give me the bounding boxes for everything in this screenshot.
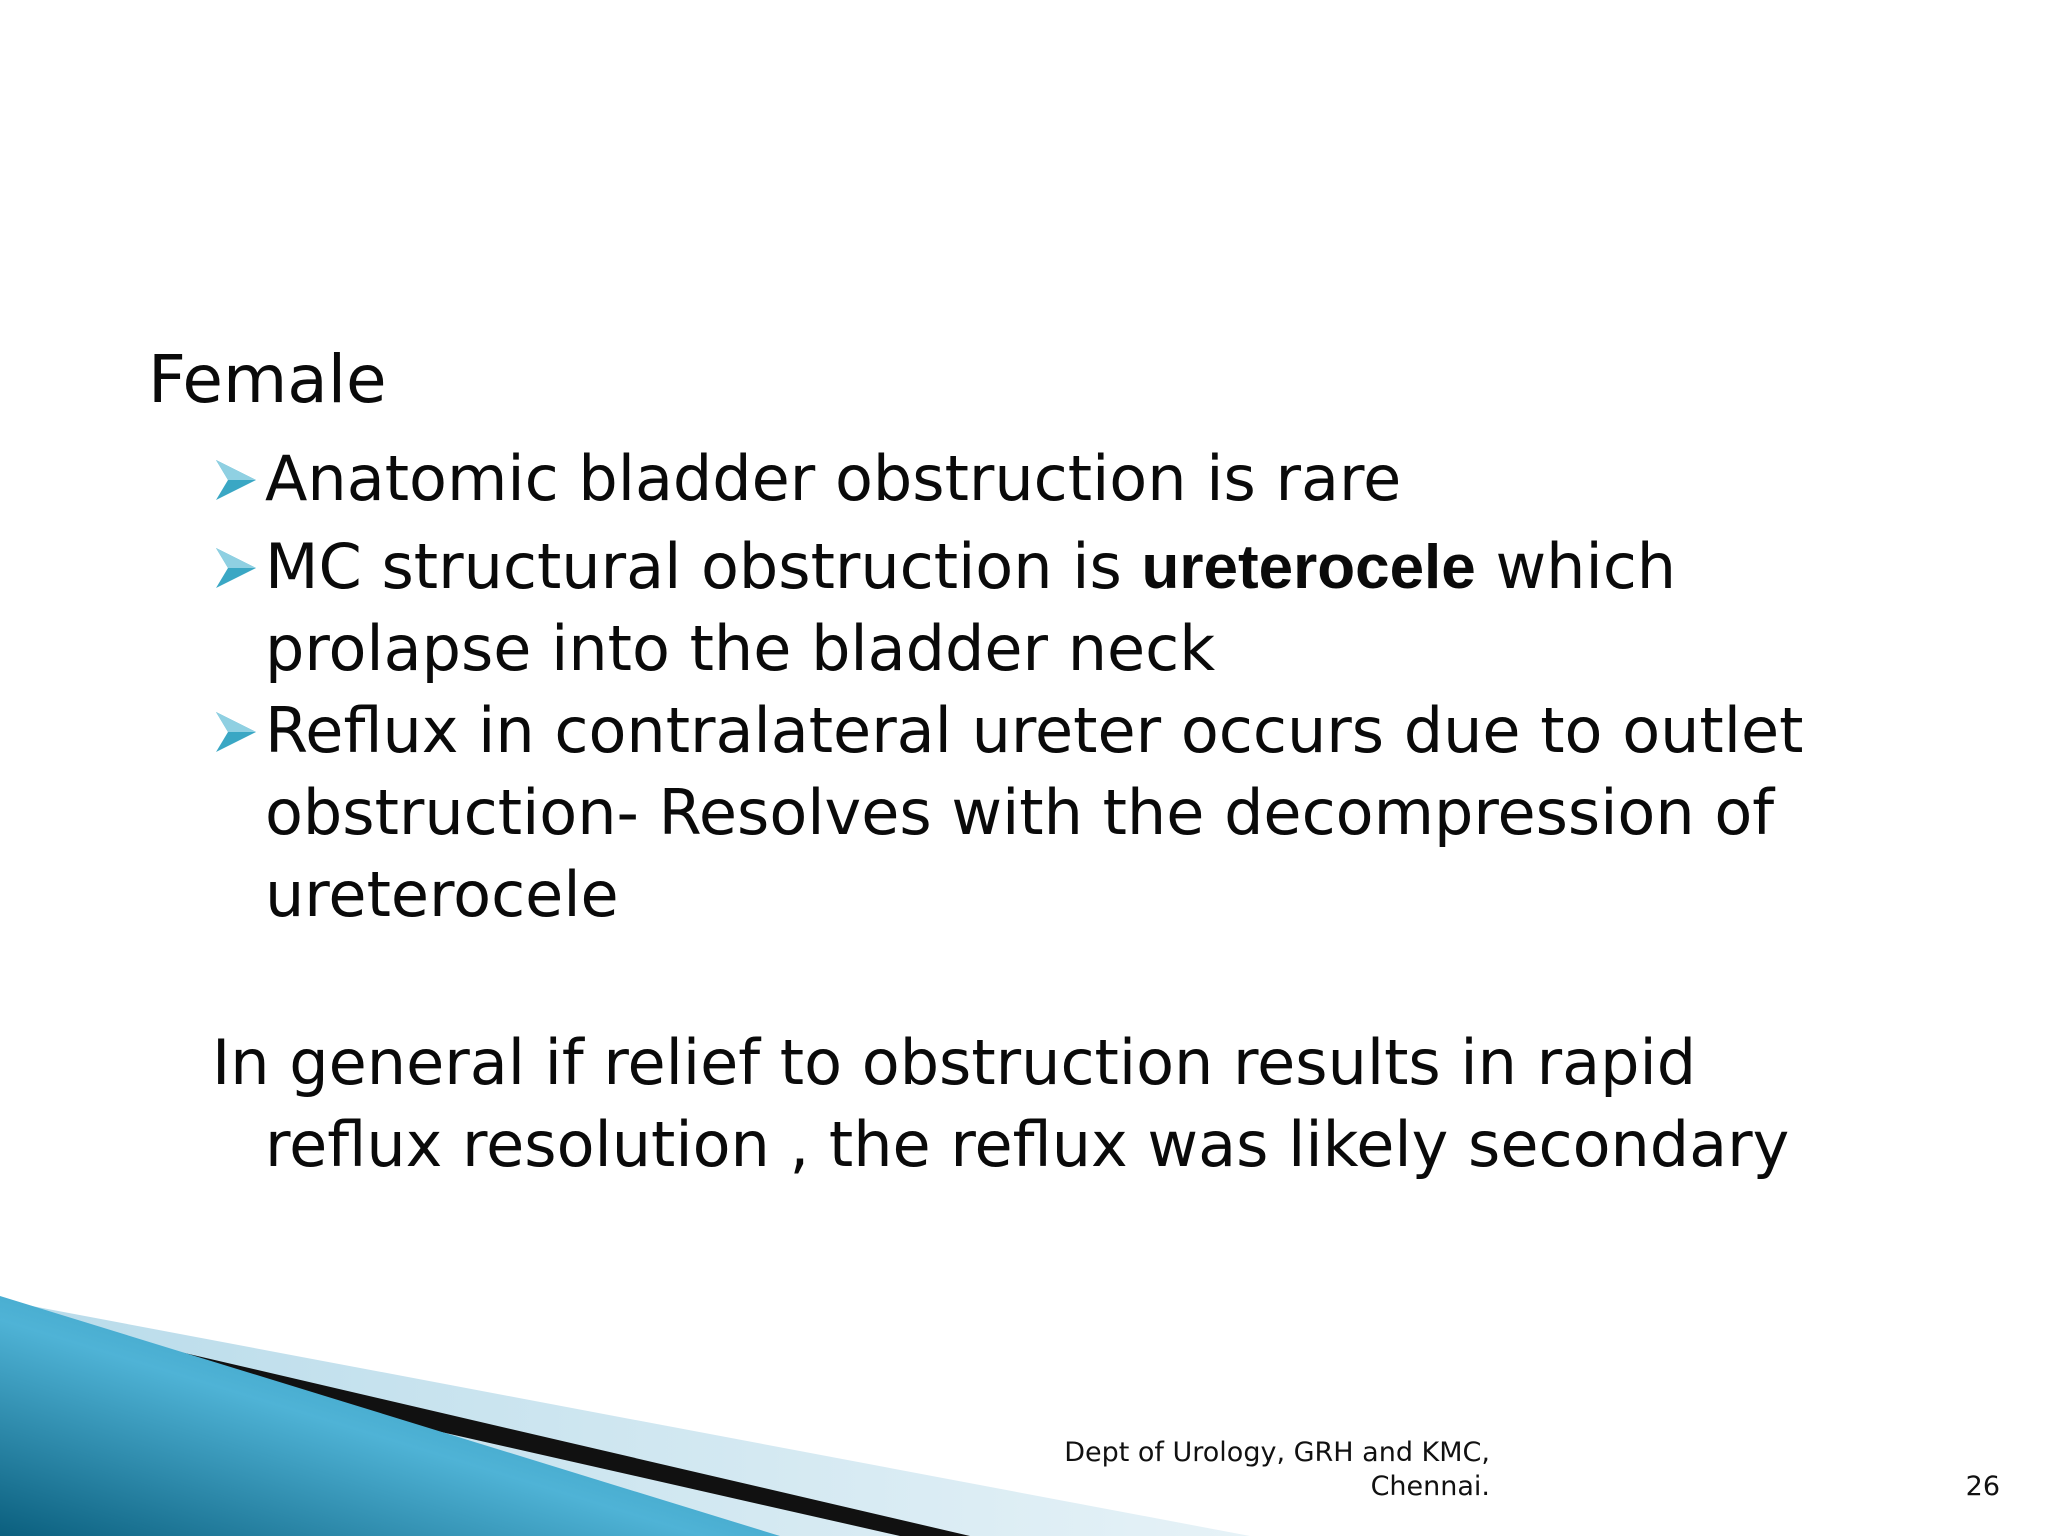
footer-institution xyxy=(1020,1436,1490,1504)
bullet-text-line: ureterocele xyxy=(265,858,619,931)
bullet-text-emphasis: ureterocele xyxy=(1141,533,1476,602)
bullet-text-line: prolapse into the bladder neck xyxy=(265,612,1216,685)
bullet-text-line: Reflux in contralateral ureter occurs due to outlet xyxy=(265,694,1804,767)
bullet-text-line: obstruction- Resolves with the decompression of xyxy=(265,776,1775,849)
slide-heading: Female xyxy=(148,341,387,418)
bullet-text: Anatomic bladder obstruction is rare xyxy=(265,442,1402,515)
summary-text-line: reflux resolution , the reflux was likely secondary xyxy=(265,1108,1790,1181)
arrow-bullet-icon xyxy=(212,544,260,592)
arrow-bullet-icon xyxy=(212,708,260,756)
bullet-text-prefix: MC structural obstruction is xyxy=(265,530,1142,603)
bullet-text-suffix: which xyxy=(1475,530,1677,603)
arrow-bullet-icon xyxy=(212,456,260,504)
bullet-text-line xyxy=(265,526,1676,609)
footer-line: Chennai. xyxy=(1370,1471,1490,1502)
page-number: 26 xyxy=(1965,1471,2000,1502)
summary-text-line: In general if relief to obstruction results in rapid xyxy=(212,1026,1697,1099)
footer-line: Dept of Urology, GRH and KMC, xyxy=(1064,1437,1490,1468)
